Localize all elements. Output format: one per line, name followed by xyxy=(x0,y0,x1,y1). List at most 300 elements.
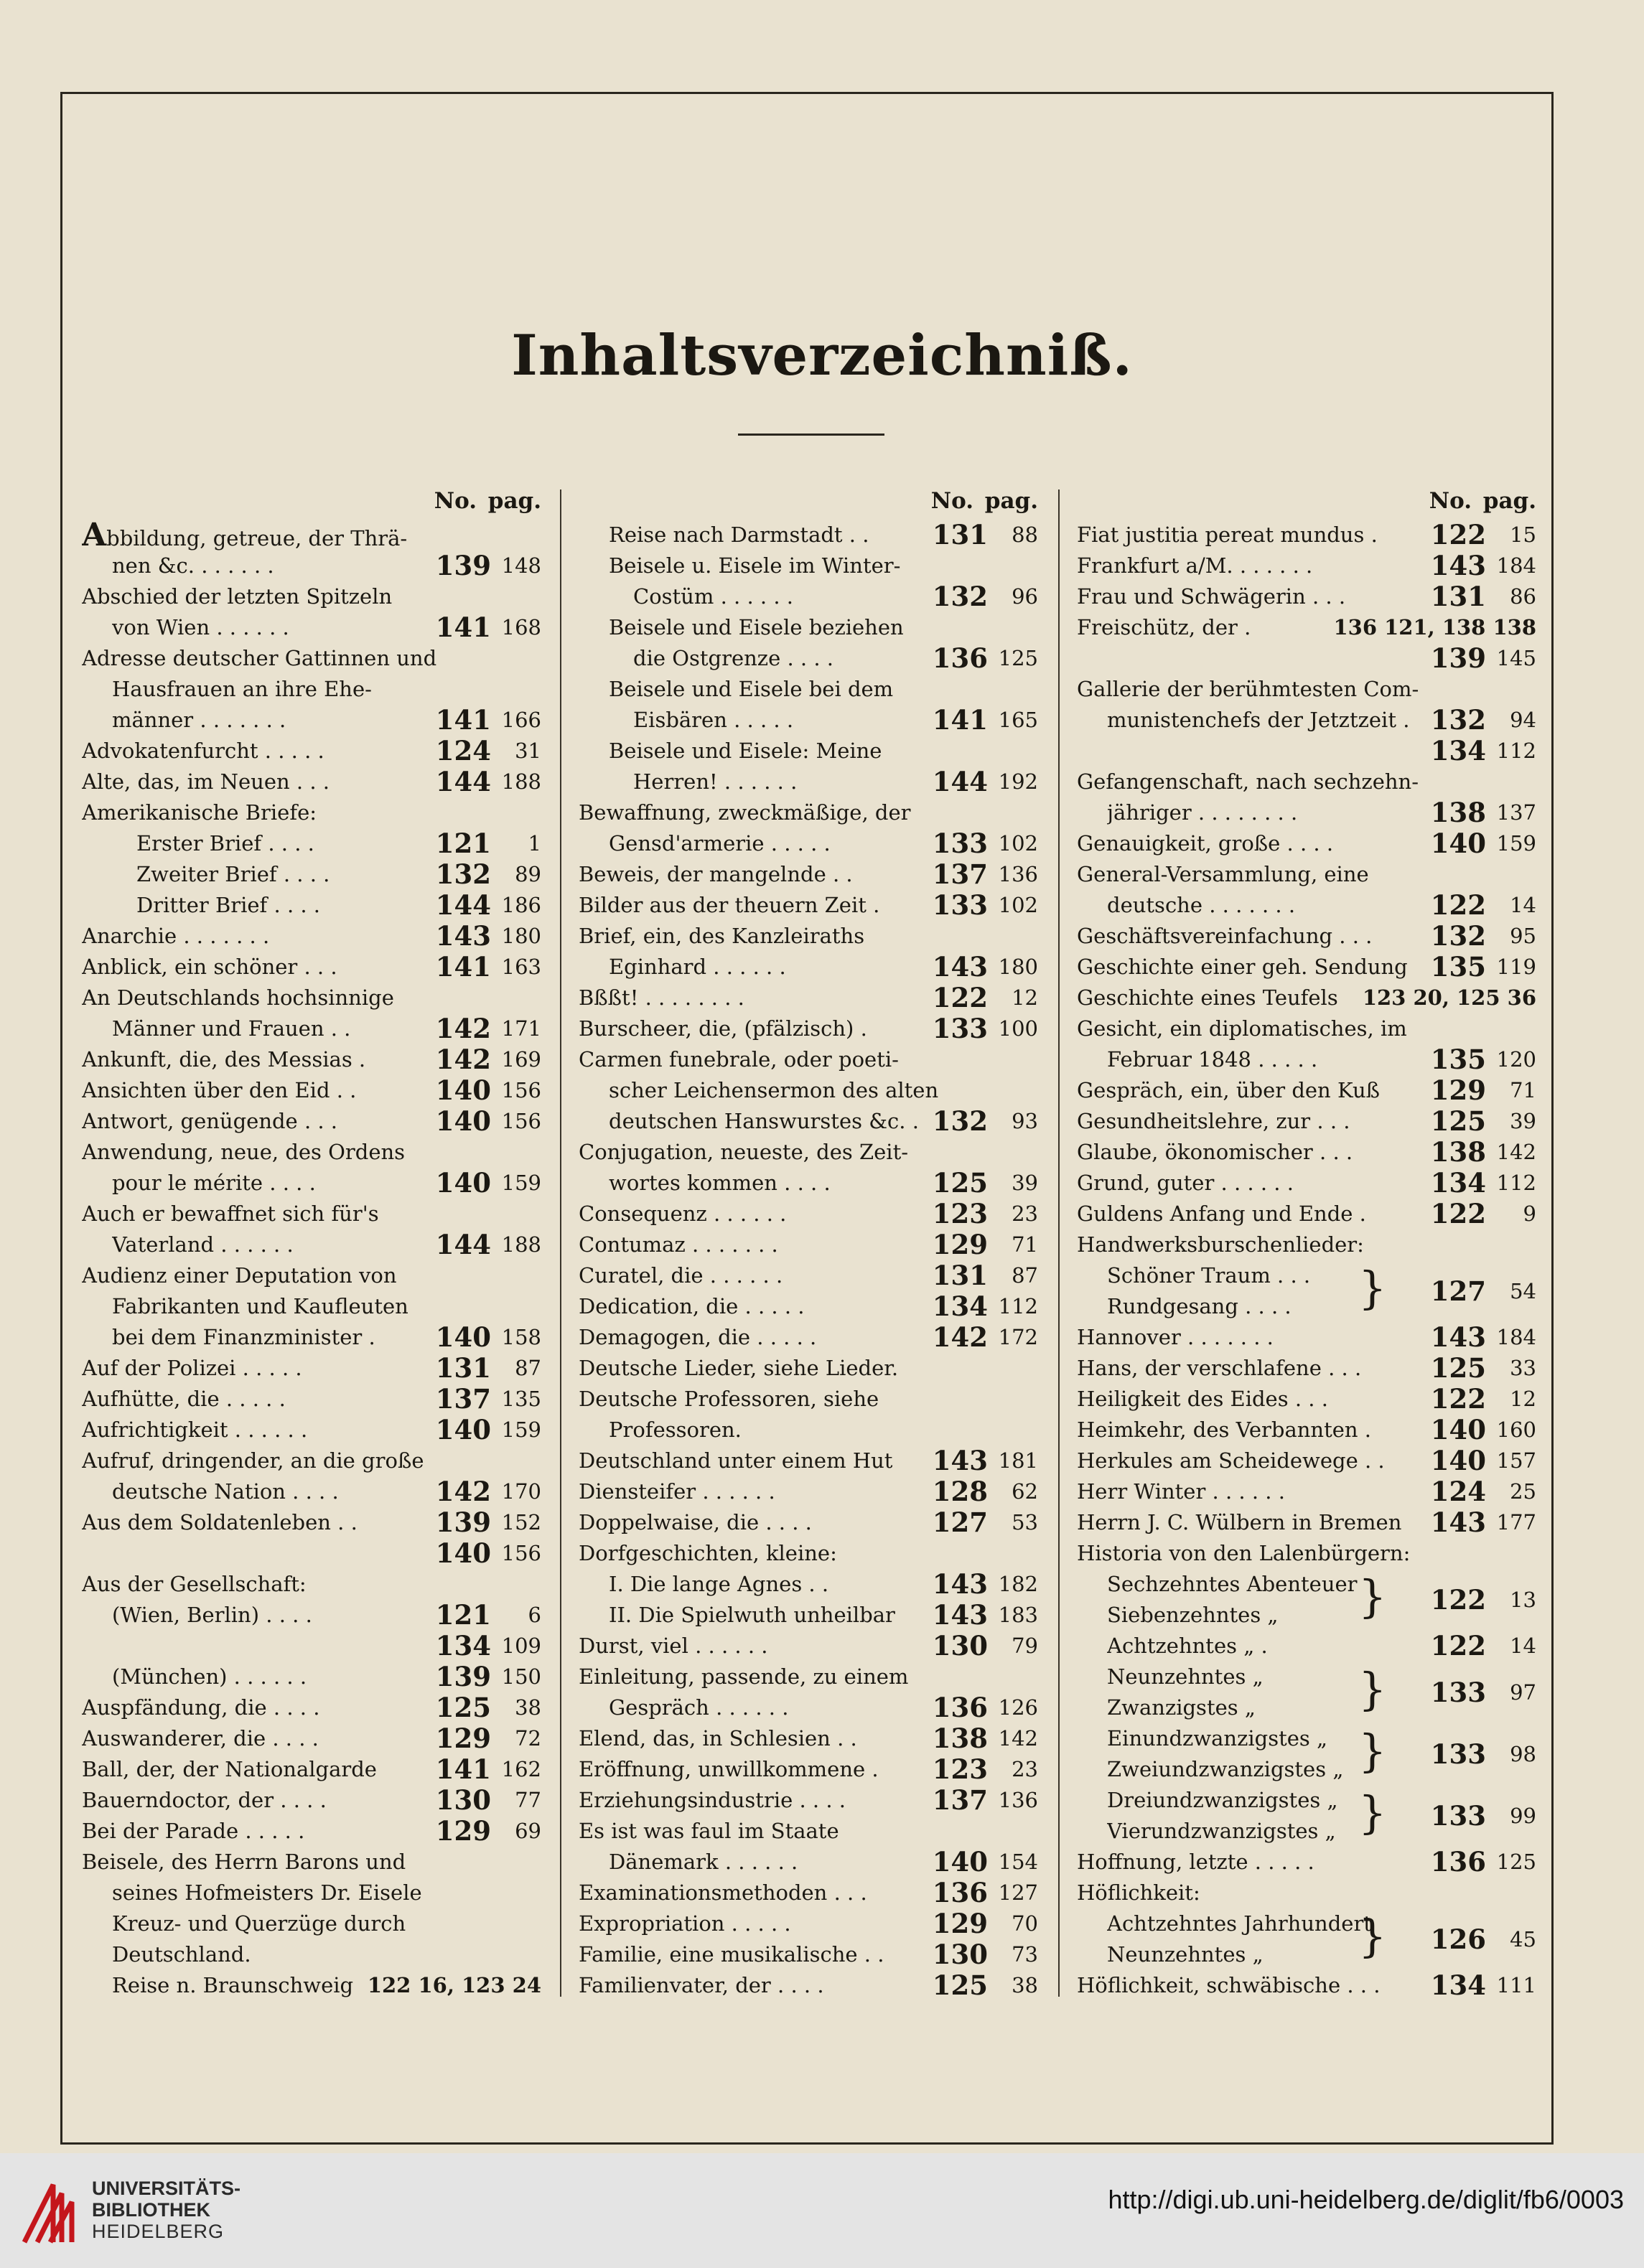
entry-issue-number: 141 xyxy=(435,1753,491,1785)
entry-page-number: 23 xyxy=(1012,1757,1038,1781)
column-header xyxy=(579,485,1038,520)
entry-issue-number: 137 xyxy=(435,1383,491,1415)
entry-page-number: 9 xyxy=(1523,1201,1536,1226)
entry-title: Erziehungsindustrie . . . . xyxy=(579,1788,846,1812)
entry-page-number: 12 xyxy=(1012,985,1038,1010)
entry-title: Familie, eine musikalische . . xyxy=(579,1942,884,1967)
index-entry xyxy=(579,520,1038,550)
group-brace: } xyxy=(1358,1725,1387,1777)
entry-issue-number: 124 xyxy=(435,735,491,767)
entry-title: Contumaz . . . . . . . xyxy=(579,1232,778,1257)
entry-title: Eröffnung, unwillkommene . xyxy=(579,1757,879,1781)
header-pag: pag. xyxy=(487,488,541,514)
entry-title: Ansichten über den Eid . . xyxy=(82,1078,357,1102)
entry-page-number: 162 xyxy=(501,1757,541,1781)
entry-issue-number: 138 xyxy=(932,1723,988,1754)
index-entry xyxy=(1077,1384,1536,1415)
entry-title: Bewaffnung, zweckmäßige, der xyxy=(579,800,911,825)
index-entry xyxy=(1077,1538,1536,1569)
index-entry xyxy=(1077,736,1536,767)
index-entry xyxy=(82,1229,541,1260)
index-entry xyxy=(1077,1878,1536,1908)
entry-title: Achtzehntes „ . xyxy=(1107,1634,1268,1658)
entry-page-number: 102 xyxy=(998,893,1038,917)
index-entry xyxy=(82,1291,541,1322)
entry-page-number: 159 xyxy=(501,1418,541,1442)
index-entry xyxy=(579,828,1038,859)
entry-issue-number: 124 xyxy=(1430,1476,1486,1507)
entry-title: Anblick, ein schöner . . . xyxy=(82,955,337,979)
column-separator xyxy=(560,489,561,1997)
entry-page-number: 135 xyxy=(501,1387,541,1411)
entry-page-number: 88 xyxy=(1012,523,1038,547)
index-column-2 xyxy=(579,485,1038,2001)
index-entry xyxy=(1077,1631,1536,1662)
entry-page-number: 125 xyxy=(998,646,1038,670)
group-reference xyxy=(1077,1801,1536,1832)
entry-page-number: 136 xyxy=(998,1788,1038,1812)
entry-issue-number: 123 xyxy=(932,1198,988,1229)
index-entry xyxy=(579,890,1038,921)
index-entry xyxy=(82,1013,541,1044)
index-entry xyxy=(82,1199,541,1229)
index-entry xyxy=(82,921,541,952)
entry-title: Abbildung, getreue, der Thrä- xyxy=(82,520,408,553)
entry-title: munistenchefs der Jetztzeit . xyxy=(1107,708,1410,732)
entry-title: Fiat justitia pereat mundus . xyxy=(1077,523,1378,547)
entry-issue-number: 135 xyxy=(1430,1044,1486,1075)
entry-page-number: 112 xyxy=(1496,739,1536,763)
column-separator xyxy=(1058,489,1060,1997)
entry-title: Erster Brief . . . . xyxy=(136,831,314,856)
source-url-link[interactable]: http://digi.ub.uni-heidelberg.de/diglit/fb6/0003 xyxy=(1108,2185,1624,2214)
library-name-line: UNIVERSITÄTS- xyxy=(92,2178,241,2199)
index-entry xyxy=(579,1415,1038,1445)
header-pag: pag. xyxy=(984,488,1038,514)
index-entry xyxy=(82,1445,541,1476)
entry-title: Fabrikanten und Kaufleuten xyxy=(112,1294,408,1318)
entry-page-number: 13 xyxy=(1510,1587,1536,1612)
entry-issue-number: 141 xyxy=(435,611,491,643)
index-entry xyxy=(1077,1075,1536,1106)
group-reference xyxy=(1077,1585,1536,1616)
entry-issue-number: 140 xyxy=(1430,1414,1486,1445)
index-entry xyxy=(1077,520,1536,550)
index-entry xyxy=(579,674,1038,705)
entry-page-number: 183 xyxy=(998,1603,1038,1627)
entry-title: seines Hofmeisters Dr. Eisele xyxy=(112,1880,422,1905)
entry-multi-reference: 122 16, 123 24 xyxy=(367,1973,541,1997)
index-entry xyxy=(82,1137,541,1168)
entry-page-number: 172 xyxy=(998,1325,1038,1349)
entry-multi-reference: 136 121, 138 138 xyxy=(1333,615,1536,639)
entry-page-number: 125 xyxy=(1496,1850,1536,1874)
entry-page-number: 12 xyxy=(1510,1387,1536,1411)
entry-title: Geschichte einer geh. Sendung xyxy=(1077,955,1408,979)
entry-title: Deutsche Professoren, siehe xyxy=(579,1387,879,1411)
entry-title: Geschäftsvereinfachung . . . xyxy=(1077,924,1373,948)
entry-issue-number: 132 xyxy=(932,1105,988,1137)
index-entry xyxy=(579,736,1038,767)
index-entry xyxy=(1077,1507,1536,1538)
entry-title: Expropriation . . . . . xyxy=(579,1911,791,1936)
index-entry xyxy=(82,643,541,674)
header-no: No. xyxy=(1429,488,1472,514)
entry-page-number: 111 xyxy=(1496,1973,1536,1997)
entry-issue-number: 130 xyxy=(932,1630,988,1662)
entry-issue-number: 136 xyxy=(932,1692,988,1723)
index-entry xyxy=(82,1692,541,1723)
entry-title: Bilder aus der theuern Zeit . xyxy=(579,893,880,917)
index-column-1 xyxy=(82,485,541,2001)
entry-title: Beisele, des Herrn Barons und xyxy=(82,1850,406,1874)
index-entry xyxy=(82,797,541,828)
entry-page-number: 95 xyxy=(1510,924,1536,948)
entry-title: Aus der Gesellschaft: xyxy=(82,1572,307,1596)
entry-issue-number: 130 xyxy=(435,1784,491,1816)
entry-title: Anwendung, neue, des Ordens xyxy=(82,1140,406,1164)
entry-title: Anarchie . . . . . . . xyxy=(82,924,270,948)
entry-title: Zweiundzwanzigstes „ xyxy=(1107,1757,1344,1781)
index-entry xyxy=(579,952,1038,983)
header-pag: pag. xyxy=(1482,488,1536,514)
entry-issue-number: 131 xyxy=(435,1352,491,1384)
index-entry xyxy=(1077,1445,1536,1476)
index-entry xyxy=(579,1322,1038,1353)
entry-multi-reference: 123 20, 125 36 xyxy=(1362,985,1536,1010)
index-entry xyxy=(1077,674,1536,705)
entry-title: Aufruf, dringender, an die große xyxy=(82,1448,424,1473)
entry-title: Gallerie der berühmtesten Com- xyxy=(1077,677,1419,701)
entry-issue-number: 132 xyxy=(1430,920,1486,952)
entry-title: (München) . . . . . . xyxy=(112,1664,307,1689)
entry-issue-number: 126 xyxy=(1430,1923,1486,1955)
entry-issue-number: 129 xyxy=(1430,1074,1486,1106)
entry-issue-number: 128 xyxy=(932,1476,988,1507)
entry-issue-number: 141 xyxy=(435,951,491,983)
index-entry xyxy=(579,797,1038,828)
entry-page-number: 158 xyxy=(501,1325,541,1349)
group-reference xyxy=(1077,1924,1536,1955)
entry-title: Kreuz- und Querzüge durch xyxy=(112,1911,406,1936)
entry-issue-number: 132 xyxy=(1430,704,1486,736)
entry-title: Siebenzehntes „ xyxy=(1107,1603,1279,1627)
entry-page-number: 109 xyxy=(501,1634,541,1658)
entry-title: Examinationsmethoden . . . xyxy=(579,1880,867,1905)
index-entry xyxy=(82,1600,541,1631)
entry-title: bei dem Finanzminister . xyxy=(112,1325,375,1349)
entry-page-number: 142 xyxy=(998,1726,1038,1751)
entry-page-number: 192 xyxy=(998,769,1038,794)
entry-title: männer . . . . . . . xyxy=(112,708,286,732)
entry-title: Ball, der, der Nationalgarde xyxy=(82,1757,377,1781)
index-entry xyxy=(579,1075,1038,1106)
entry-title: Dänemark . . . . . . xyxy=(609,1850,798,1874)
group-brace: } xyxy=(1358,1570,1387,1623)
entry-page-number: 87 xyxy=(1012,1263,1038,1288)
entry-page-number: 163 xyxy=(501,955,541,979)
index-entry xyxy=(579,1600,1038,1631)
entry-title: Aufrichtigkeit . . . . . . xyxy=(82,1418,308,1442)
entry-issue-number: 127 xyxy=(1430,1275,1486,1307)
entry-page-number: 77 xyxy=(515,1788,541,1812)
entry-page-number: 71 xyxy=(1510,1078,1536,1102)
entry-title: deutschen Hanswurstes &c. . xyxy=(609,1109,919,1133)
entry-title: Curatel, die . . . . . . xyxy=(579,1263,783,1288)
entry-page-number: 62 xyxy=(1012,1479,1038,1504)
index-entry xyxy=(579,1476,1038,1507)
entry-issue-number: 130 xyxy=(932,1939,988,1970)
entry-title: Neunzehntes „ xyxy=(1107,1942,1264,1967)
index-entry xyxy=(1077,1415,1536,1445)
entry-title: Zwanzigstes „ xyxy=(1107,1695,1256,1720)
index-entry xyxy=(579,1754,1038,1785)
entry-page-number: 102 xyxy=(998,831,1038,856)
entry-page-number: 156 xyxy=(501,1109,541,1133)
index-entry xyxy=(82,983,541,1013)
entry-title: Gespräch . . . . . . xyxy=(609,1695,789,1720)
entry-page-number: 159 xyxy=(1496,831,1536,856)
entry-page-number: 186 xyxy=(501,893,541,917)
index-entry xyxy=(579,1137,1038,1168)
entry-page-number: 119 xyxy=(1496,955,1536,979)
entry-page-number: 31 xyxy=(515,739,541,763)
entry-issue-number: 122 xyxy=(1430,1630,1486,1662)
index-entry xyxy=(579,1291,1038,1322)
index-entry xyxy=(82,890,541,921)
entry-issue-number: 125 xyxy=(435,1692,491,1723)
entry-page-number: 152 xyxy=(501,1510,541,1534)
index-entry xyxy=(579,921,1038,952)
entry-issue-number: 134 xyxy=(1430,1969,1486,2001)
library-name-line: BIBLIOTHEK xyxy=(92,2199,210,2221)
group-brace: } xyxy=(1358,1663,1387,1715)
entry-title: Glaube, ökonomischer . . . xyxy=(1077,1140,1353,1164)
index-entry xyxy=(82,736,541,767)
entry-title: Beweis, der mangelnde . . xyxy=(579,862,853,886)
entry-issue-number: 139 xyxy=(435,1661,491,1692)
index-entry xyxy=(82,550,541,581)
entry-title: Frankfurt a/M. . . . . . . xyxy=(1077,553,1313,578)
index-entry xyxy=(579,1199,1038,1229)
index-entry xyxy=(1077,983,1536,1013)
entry-title: deutsche . . . . . . . xyxy=(1107,893,1296,917)
entry-issue-number: 137 xyxy=(932,858,988,890)
entry-title: Advokatenfurcht . . . . . xyxy=(82,739,324,763)
entry-page-number: 86 xyxy=(1510,584,1536,609)
entry-page-number: 70 xyxy=(1012,1911,1038,1936)
entry-issue-number: 144 xyxy=(435,889,491,921)
entry-title: I. Die lange Agnes . . xyxy=(609,1572,829,1596)
entry-title: Auf der Polizei . . . . . xyxy=(82,1356,302,1380)
entry-title: scher Leichensermon des alten xyxy=(609,1078,939,1102)
entry-issue-number: 140 xyxy=(435,1537,491,1569)
entry-title: Eginhard . . . . . . xyxy=(609,955,786,979)
entry-title: Herrn J. C. Wülbern in Bremen xyxy=(1077,1510,1402,1534)
column-header xyxy=(82,485,541,520)
index-entry xyxy=(82,1662,541,1692)
entry-title: Zweiter Brief . . . . xyxy=(136,862,330,886)
entry-title: Alte, das, im Neuen . . . xyxy=(82,769,330,794)
entry-page-number: 99 xyxy=(1510,1803,1536,1828)
entry-title: (Wien, Berlin) . . . . xyxy=(112,1603,312,1627)
entry-title: Handwerksburschenlieder: xyxy=(1077,1232,1364,1257)
entry-title: Beisele und Eisele: Meine xyxy=(609,739,882,763)
entry-page-number: 14 xyxy=(1510,893,1536,917)
entry-page-number: 100 xyxy=(998,1016,1038,1041)
entry-title: Sechzehntes Abenteuer xyxy=(1107,1572,1358,1596)
entry-issue-number: 140 xyxy=(435,1074,491,1106)
entry-title: Historia von den Lalenbürgern: xyxy=(1077,1541,1411,1565)
entry-title: Deutschland. xyxy=(112,1942,251,1967)
entry-issue-number: 122 xyxy=(1430,1198,1486,1229)
entry-title: Bßßt! . . . . . . . . xyxy=(579,985,744,1010)
entry-issue-number: 122 xyxy=(1430,519,1486,550)
index-entry xyxy=(579,1939,1038,1970)
index-entry xyxy=(579,1847,1038,1878)
entry-page-number: 168 xyxy=(501,615,541,639)
entry-issue-number: 136 xyxy=(932,642,988,674)
index-entry xyxy=(82,1816,541,1847)
entry-title: Reise nach Darmstadt . . xyxy=(609,523,869,547)
entry-page-number: 177 xyxy=(1496,1510,1536,1534)
index-entry xyxy=(579,1353,1038,1384)
index-entry xyxy=(579,1970,1038,2001)
entry-title: die Ostgrenze . . . . xyxy=(633,646,833,670)
index-entry xyxy=(82,952,541,983)
entry-page-number: 165 xyxy=(998,708,1038,732)
entry-page-number: 182 xyxy=(998,1572,1038,1596)
entry-page-number: 53 xyxy=(1012,1510,1038,1534)
entry-title: von Wien . . . . . . xyxy=(112,615,289,639)
entry-title: Carmen funebrale, oder poeti- xyxy=(579,1047,899,1072)
group-brace: } xyxy=(1358,1786,1387,1839)
entry-issue-number: 133 xyxy=(932,828,988,859)
entry-title: Gefangenschaft, nach sechzehn- xyxy=(1077,769,1419,794)
entry-issue-number: 129 xyxy=(932,1908,988,1939)
entry-issue-number: 144 xyxy=(932,766,988,797)
entry-title: Eisbären . . . . . xyxy=(633,708,794,732)
entry-issue-number: 138 xyxy=(1430,1136,1486,1168)
entry-title: Aufhütte, die . . . . . xyxy=(82,1387,286,1411)
index-entry xyxy=(82,705,541,736)
entry-page-number: 156 xyxy=(501,1078,541,1102)
index-entry xyxy=(82,1353,541,1384)
index-entry xyxy=(579,1507,1038,1538)
index-entry xyxy=(82,674,541,705)
index-entry xyxy=(82,1106,541,1137)
entry-page-number: 184 xyxy=(1496,553,1536,578)
library-name xyxy=(92,2178,240,2242)
entry-title: Höflichkeit: xyxy=(1077,1880,1200,1905)
entry-title: pour le mérite . . . . xyxy=(112,1171,316,1195)
index-entry xyxy=(1077,1199,1536,1229)
entry-title: Beisele u. Eisele im Winter- xyxy=(609,553,901,578)
index-entry xyxy=(1077,921,1536,952)
entry-issue-number: 129 xyxy=(435,1815,491,1847)
index-entry xyxy=(82,1075,541,1106)
index-entry xyxy=(1077,612,1536,643)
entry-title: Deutsche Lieder, siehe Lieder. xyxy=(579,1356,899,1380)
entry-title: Brief, ein, des Kanzleiraths xyxy=(579,924,865,948)
entry-issue-number: 140 xyxy=(435,1414,491,1445)
index-entry xyxy=(579,1013,1038,1044)
entry-title: Durst, viel . . . . . . xyxy=(579,1634,768,1658)
entry-title: Gensd'armerie . . . . . xyxy=(609,831,831,856)
index-entry xyxy=(82,1569,541,1600)
entry-page-number: 150 xyxy=(501,1664,541,1689)
entry-title: Heiligkeit des Eides . . . xyxy=(1077,1387,1328,1411)
index-entry xyxy=(1077,581,1536,612)
entry-issue-number: 122 xyxy=(1430,889,1486,921)
index-entry xyxy=(579,1445,1038,1476)
entry-title: Dritter Brief . . . . xyxy=(136,893,321,917)
index-entry xyxy=(579,612,1038,643)
index-entry xyxy=(579,1260,1038,1291)
entry-issue-number: 129 xyxy=(932,1229,988,1260)
index-entry xyxy=(1077,1322,1536,1353)
entry-title: Auspfändung, die . . . . xyxy=(82,1695,320,1720)
entry-page-number: 97 xyxy=(1510,1679,1536,1705)
index-entry xyxy=(1077,1137,1536,1168)
index-column-3 xyxy=(1077,485,1536,2001)
entry-issue-number: 125 xyxy=(932,1969,988,2001)
entry-title: Antwort, genügende . . . xyxy=(82,1109,338,1133)
entry-issue-number: 142 xyxy=(435,1476,491,1507)
entry-page-number: 156 xyxy=(501,1541,541,1565)
index-entry xyxy=(82,1168,541,1199)
entry-page-number: 145 xyxy=(1496,646,1536,670)
entry-title: Deutschland unter einem Hut xyxy=(579,1448,893,1473)
index-entry xyxy=(82,767,541,797)
entry-title: Hoffnung, letzte . . . . . xyxy=(1077,1850,1314,1874)
entry-title: Burscheer, die, (pfälzisch) . xyxy=(579,1016,867,1041)
entry-page-number: 148 xyxy=(501,553,541,578)
entry-issue-number: 140 xyxy=(1430,828,1486,859)
entry-page-number: 71 xyxy=(1012,1232,1038,1257)
entry-issue-number: 122 xyxy=(1430,1383,1486,1415)
entry-title: Gesicht, ein diplomatisches, im xyxy=(1077,1016,1407,1041)
entry-issue-number: 136 xyxy=(1430,1846,1486,1878)
index-entry xyxy=(1077,1476,1536,1507)
entry-title: Doppelwaise, die . . . . xyxy=(579,1510,812,1534)
entry-page-number: 69 xyxy=(515,1819,541,1843)
entry-title: Conjugation, neueste, des Zeit- xyxy=(579,1140,909,1164)
group-reference xyxy=(1077,1677,1536,1708)
entry-title: Bauerndoctor, der . . . . xyxy=(82,1788,327,1812)
index-entry xyxy=(579,859,1038,890)
entry-title: jähriger . . . . . . . . xyxy=(1107,800,1298,825)
index-entry xyxy=(82,1260,541,1291)
entry-title: Aus dem Soldatenleben . . xyxy=(82,1510,358,1534)
entry-page-number: 127 xyxy=(998,1880,1038,1905)
entry-title: Guldens Anfang und Ende . xyxy=(1077,1201,1366,1226)
entry-title: Heimkehr, des Verbannten . xyxy=(1077,1418,1372,1442)
entry-issue-number: 140 xyxy=(1430,1445,1486,1476)
entry-title: Gesundheitslehre, zur . . . xyxy=(1077,1109,1350,1133)
index-entry xyxy=(82,520,541,553)
entry-page-number: 72 xyxy=(515,1726,541,1751)
entry-title: Höflichkeit, schwäbische . . . xyxy=(1077,1973,1381,1997)
index-entry xyxy=(82,1908,541,1939)
entry-title: Februar 1848 . . . . . xyxy=(1107,1047,1318,1072)
entry-title: Diensteifer . . . . . . xyxy=(579,1479,775,1504)
entry-issue-number: 131 xyxy=(932,519,988,550)
entry-page-number: 171 xyxy=(501,1016,541,1041)
index-entry xyxy=(82,1723,541,1754)
index-entry xyxy=(579,1816,1038,1847)
entry-page-number: 54 xyxy=(1510,1278,1536,1303)
